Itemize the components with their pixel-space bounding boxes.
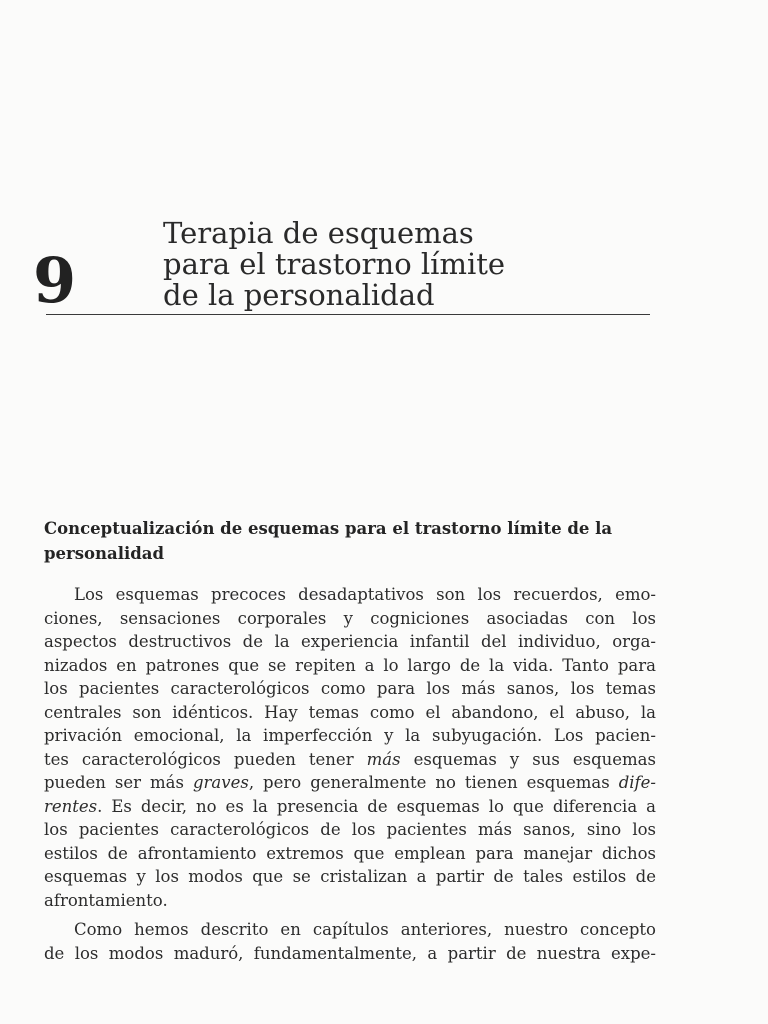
chapter-title <box>163 218 643 311</box>
paragraph-2 <box>44 918 656 965</box>
text-line: rentes. Es decir, no es la presencia de esquemas lo que diferencia a <box>44 796 656 816</box>
text-line: Como hemos descrito en capítulos anteriores, nuestro concepto <box>74 920 656 939</box>
text-line: tes caracterológicos pueden tener más esquemas y sus esquemas <box>44 749 656 769</box>
section-heading-line: Conceptualización de esquemas para el trastorno límite de la <box>44 519 613 538</box>
title-divider <box>46 314 650 315</box>
text-line: de los modos maduró, fundamentalmente, a partir de nuestra expe- <box>44 943 656 963</box>
paragraph-1 <box>44 583 656 912</box>
text-line: ciones, sensaciones corporales y cogniciones asociadas con los <box>44 608 656 628</box>
chapter-number: 9 <box>33 244 76 317</box>
chapter-title-line: de la personalidad <box>163 278 435 312</box>
text-line: pueden ser más graves, pero generalmente no tienen esquemas dife- <box>44 773 657 792</box>
text-line: los pacientes caracterológicos de los pacientes más sanos, sino los <box>44 820 656 839</box>
text-line: los pacientes caracterológicos como para los más sanos, los temas <box>44 679 656 698</box>
text-line: esquemas y los modos que se cristalizan a partir de tales estilos de <box>44 867 656 886</box>
text-line: estilos de afrontamiento extremos que emplean para manejar dichos <box>44 843 656 863</box>
section-heading <box>44 516 644 566</box>
section-heading-line: personalidad <box>44 544 165 563</box>
body-text <box>44 583 656 965</box>
text-line: Los esquemas precoces desadaptativos son los recuerdos, emo- <box>74 585 656 604</box>
text-line: afrontamiento. <box>44 890 168 910</box>
chapter-title-line: para el trastorno límite <box>163 247 506 281</box>
chapter-title-line: Terapia de esquemas <box>163 216 474 250</box>
text-line: centrales son idénticos. Hay temas como el abandono, el abuso, la <box>44 702 656 722</box>
text-line: nizados en patrones que se repiten a lo largo de la vida. Tanto para <box>44 655 656 675</box>
text-line: aspectos destructivos de la experiencia infantil del individuo, orga- <box>44 632 656 651</box>
text-line: privación emocional, la imperfección y la subyugación. Los pacien- <box>44 726 656 745</box>
